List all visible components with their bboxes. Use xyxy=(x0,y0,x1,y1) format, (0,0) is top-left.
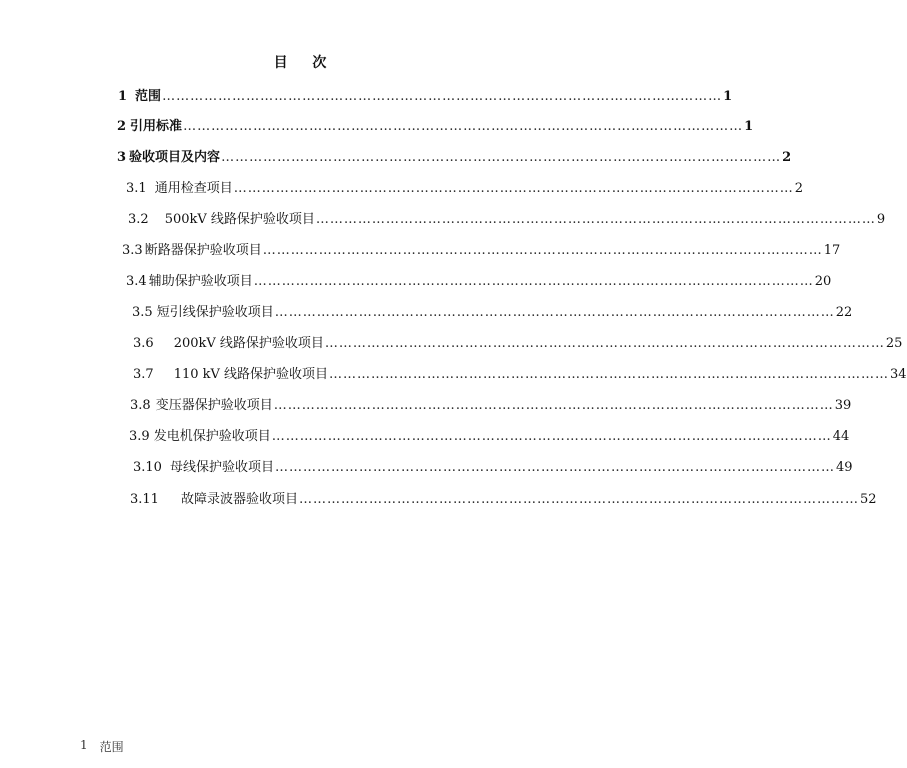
toc-leader: ………………………………………………………………………………………………………… xyxy=(315,212,876,227)
toc-number: 3.6 xyxy=(133,336,154,351)
toc-title: 辅助保护验收项目 xyxy=(148,274,253,289)
toc-title: 短引线保护验收项目 xyxy=(156,305,274,320)
toc-row[interactable] xyxy=(126,273,832,291)
toc-page: 2 xyxy=(794,181,803,196)
toc-row[interactable] xyxy=(126,180,803,198)
toc-title: 变压器保护验收项目 xyxy=(155,398,273,413)
toc-leader: ………………………………………………………………………………………………………… xyxy=(233,181,794,196)
toc-leader: ………………………………………………………………………………………………………… xyxy=(298,492,859,507)
toc-title: 母线保护验收项目 xyxy=(169,460,274,475)
toc-leader: ………………………………………………………………………………………………………… xyxy=(274,460,835,475)
toc-leader: ………………………………………………………………………………………………………… xyxy=(162,89,723,104)
toc-title: 110 kV 线路保护验收项目 xyxy=(173,367,329,382)
toc-title: 验收项目及内容 xyxy=(129,150,221,165)
toc-row[interactable] xyxy=(133,335,903,353)
footer-section: 范围 xyxy=(99,740,124,754)
toc-title: 通用检查项目 xyxy=(154,181,233,196)
toc-row[interactable] xyxy=(117,149,792,167)
toc-page: 22 xyxy=(835,305,853,320)
toc-page: 49 xyxy=(835,460,853,475)
toc-page: 44 xyxy=(832,429,850,444)
toc-number: 3.3 xyxy=(122,243,143,258)
toc-number: 3.1 xyxy=(126,181,147,196)
toc-page: 52 xyxy=(859,492,877,507)
toc-title: 范围 xyxy=(135,89,162,104)
toc-title: 断路器保护验收项目 xyxy=(144,243,262,258)
toc-page: 34 xyxy=(890,367,907,382)
toc-number: 3.11 xyxy=(130,492,159,507)
page-footer xyxy=(80,738,124,755)
toc-page: 9 xyxy=(876,212,886,227)
toc-row[interactable] xyxy=(130,491,877,509)
footer-page-number: 1 xyxy=(80,738,88,752)
toc-number: 3.10 xyxy=(133,460,162,475)
toc-row[interactable] xyxy=(133,366,907,384)
toc-page: 20 xyxy=(814,274,832,289)
toc-row[interactable] xyxy=(133,459,853,477)
toc-page: 17 xyxy=(823,243,841,258)
toc-page: 2 xyxy=(782,150,792,165)
toc-number: 3.5 xyxy=(132,305,153,320)
toc-page: 39 xyxy=(834,398,852,413)
toc-number: 1 xyxy=(118,89,128,104)
toc-row[interactable] xyxy=(129,428,850,446)
toc-leader: ………………………………………………………………………………………………………… xyxy=(273,398,834,413)
toc-title: 引用标准 xyxy=(130,119,183,134)
toc-number: 3 xyxy=(117,150,127,165)
toc-leader: ………………………………………………………………………………………………………… xyxy=(324,336,885,351)
toc-row[interactable] xyxy=(118,88,733,106)
toc-leader: ………………………………………………………………………………………………………… xyxy=(274,305,835,320)
toc-leader: ………………………………………………………………………………………………………… xyxy=(253,274,814,289)
toc-title: 200kV 线路保护验收项目 xyxy=(173,336,324,351)
toc-number: 3.7 xyxy=(133,367,154,382)
toc-page: 25 xyxy=(885,336,903,351)
toc-title: 故障录波器验收项目 xyxy=(180,492,298,507)
toc-number: 3.9 xyxy=(129,429,150,444)
toc-leader: ………………………………………………………………………………………………………… xyxy=(329,367,890,382)
toc-number: 3.2 xyxy=(128,212,149,227)
toc-leader: ………………………………………………………………………………………………………… xyxy=(183,119,744,134)
toc-row[interactable] xyxy=(128,211,886,229)
toc-page: 1 xyxy=(744,119,754,134)
page-title: 目 次 xyxy=(273,55,337,71)
toc-leader: ………………………………………………………………………………………………………… xyxy=(262,243,823,258)
toc-title: 发电机保护验收项目 xyxy=(153,429,271,444)
toc-leader: ………………………………………………………………………………………………………… xyxy=(221,150,782,165)
toc-page: 1 xyxy=(723,89,733,104)
toc-number: 3.8 xyxy=(130,398,151,413)
toc-leader: ………………………………………………………………………………………………………… xyxy=(271,429,832,444)
toc-row[interactable] xyxy=(130,397,852,415)
toc-row[interactable] xyxy=(117,118,754,136)
toc-row[interactable] xyxy=(122,242,841,260)
toc-row[interactable] xyxy=(132,304,853,322)
toc-number: 2 xyxy=(117,119,127,134)
toc-title: 500kV 线路保护验收项目 xyxy=(164,212,315,227)
toc-number: 3.4 xyxy=(126,274,147,289)
